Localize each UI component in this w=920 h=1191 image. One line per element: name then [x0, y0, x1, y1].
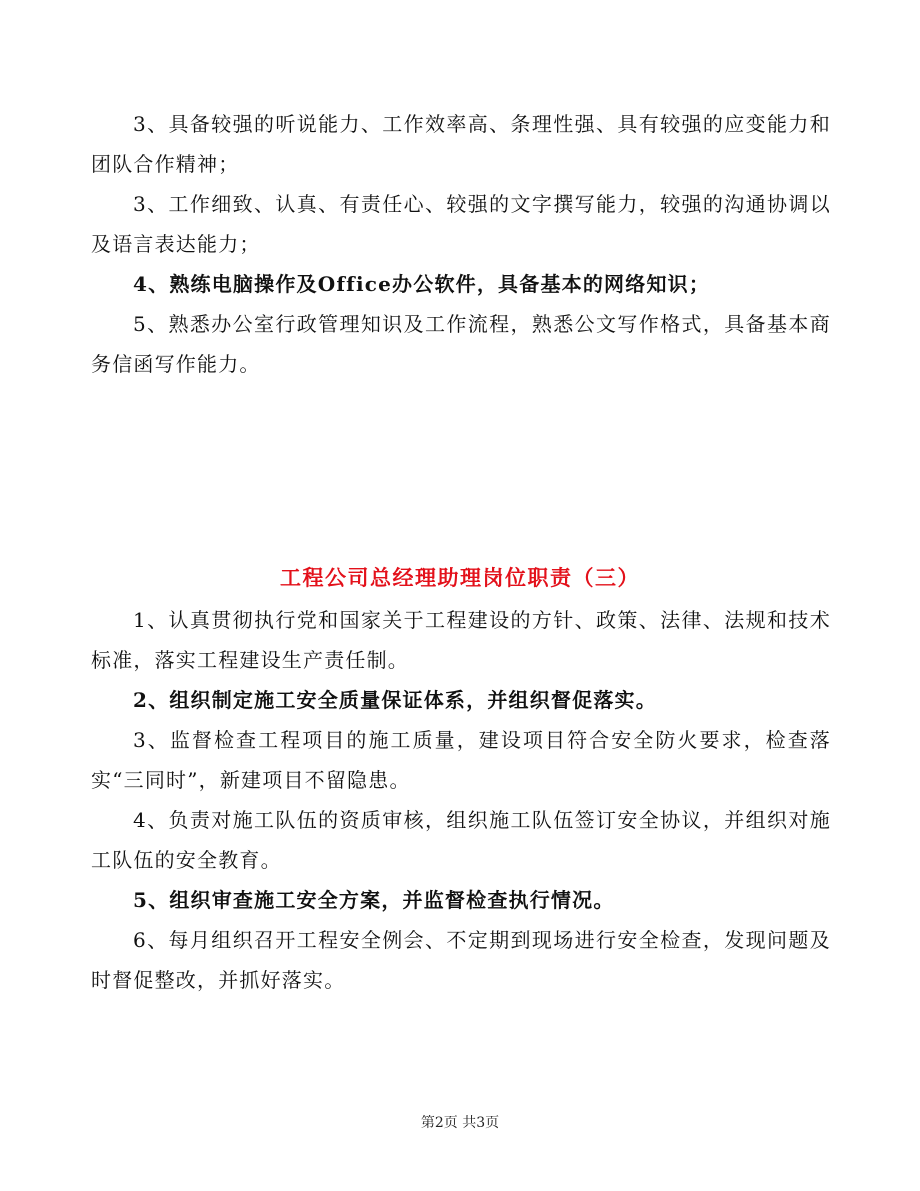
requirement-paragraph-3: 4、熟练电脑操作及Office办公软件，具备基本的网络知识；: [133, 272, 711, 296]
requirement-paragraph-1: 3、具备较强的听说能力、工作效率高、条理性强、具有较强的应变能力和团队合作精神；: [91, 112, 831, 176]
duty-paragraph-3: 3、监督检查工程项目的施工质量，建设项目符合安全防火要求，检查落实“三同时”，新建项目不留隐患。: [91, 728, 831, 792]
duty-paragraph-5: 5、组织审查施工安全方案，并监督检查执行情况。: [133, 888, 615, 912]
requirement-paragraph-4: 5、熟悉办公室行政管理知识及工作流程，熟悉公文写作格式，具备基本商务信函写作能力。: [91, 312, 831, 376]
duty-paragraph-1: 1、认真贯彻执行党和国家关于工程建设的方针、政策、法律、法规和技术标准，落实工程建设生产责任制。: [91, 608, 831, 672]
section-title: 工程公司总经理助理岗位职责（三）: [280, 565, 640, 590]
duty-paragraph-6: 6、每月组织召开工程安全例会、不定期到现场进行安全检查，发现问题及时督促整改，并抓好落实。: [91, 928, 831, 992]
requirement-paragraph-2: 3、工作细致、认真、有责任心、较强的文字撰写能力，较强的沟通协调以及语言表达能力；: [91, 192, 831, 256]
duty-paragraph-2: 2、组织制定施工安全质量保证体系，并组织督促落实。: [133, 688, 657, 712]
duty-paragraph-4: 4、负责对施工队伍的资质审核，组织施工队伍签订安全协议，并组织对施工队伍的安全教育。: [91, 808, 831, 872]
page-number: 第2页 共3页: [420, 1115, 500, 1131]
